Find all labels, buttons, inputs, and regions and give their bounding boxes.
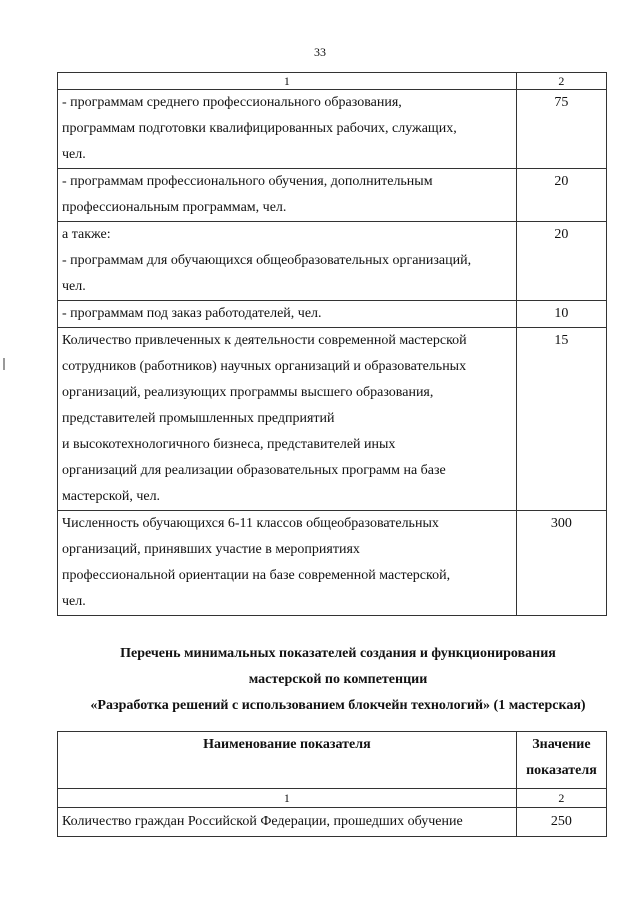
row-label-line: - программам профессионального обучения, дополнительным [62, 174, 433, 189]
column-number-1: 1 [58, 789, 517, 808]
table-header-row [58, 732, 607, 789]
row-label-line: а также: [62, 227, 111, 242]
indicator-value-header [516, 732, 606, 789]
row-label [58, 90, 517, 169]
row-label-line: мастерской, чел. [62, 489, 161, 504]
table-row [58, 301, 607, 328]
table-row [58, 90, 607, 169]
indicator-name-header: Наименование показателя [58, 732, 517, 789]
heading-line: Перечень минимальных показателей создания и функционирования [120, 646, 556, 661]
table-row [58, 169, 607, 222]
row-value: 20 [516, 169, 606, 222]
minimum-indicators-table [57, 731, 607, 837]
column-number-1: 1 [58, 73, 517, 90]
row-label-line: - программам под заказ работодателей, чел. [62, 306, 322, 321]
row-label-line: чел. [62, 594, 86, 609]
header-line: показателя [526, 763, 597, 778]
row-value: 10 [516, 301, 606, 328]
table-row [58, 222, 607, 301]
row-value: 15 [516, 328, 606, 511]
row-value: 20 [516, 222, 606, 301]
row-label-line: - программам среднего профессионального образования, [62, 95, 402, 110]
row-label [58, 301, 517, 328]
row-label: Количество граждан Российской Федерации, прошедших обучение [58, 808, 517, 837]
row-value: 250 [516, 808, 606, 837]
row-label-line: профессиональной ориентации на базе современной мастерской, [62, 568, 451, 583]
row-label [58, 222, 517, 301]
row-label-line: Численность обучающихся 6-11 классов общеобразовательных [62, 516, 439, 531]
section-heading [50, 641, 626, 719]
row-label [58, 169, 517, 222]
row-label-line: чел. [62, 279, 86, 294]
row-label-line: сотрудников (работников) научных организаций и образовательных [62, 359, 467, 374]
table-header-row [58, 73, 607, 90]
header-line: Значение [532, 737, 591, 752]
row-value: 300 [516, 511, 606, 616]
table-row [58, 328, 607, 511]
row-label-line: организаций для реализации образовательных программ на базе [62, 463, 446, 478]
heading-line: «Разработка решений с использованием блокчейн технологий» (1 мастерская) [90, 698, 586, 713]
row-label [58, 511, 517, 616]
column-number-2: 2 [516, 73, 606, 90]
column-number-2: 2 [516, 789, 606, 808]
indicators-table-continued [57, 72, 607, 616]
table-row [58, 511, 607, 616]
row-label-line: - программам для обучающихся общеобразовательных организаций, [62, 253, 472, 268]
row-label-line: представителей промышленных предприятий [62, 411, 335, 426]
margin-mark [3, 358, 5, 370]
table-row [58, 808, 607, 837]
page-number: 33 [314, 45, 326, 59]
row-label-line: профессиональным программам, чел. [62, 200, 287, 215]
column-numbers-row [58, 789, 607, 808]
row-label-line: чел. [62, 147, 86, 162]
row-label-line: организаций, принявших участие в мероприятиях [62, 542, 360, 557]
row-label-line: программам подготовки квалифицированных рабочих, служащих, [62, 121, 457, 136]
heading-line: мастерской по компетенции [248, 672, 428, 687]
row-label-line: и высокотехнологичного бизнеса, представителей иных [62, 437, 396, 452]
row-label [58, 328, 517, 511]
row-label-line: организаций, реализующих программы высшего образования, [62, 385, 434, 400]
row-label-line: Количество привлеченных к деятельности современной мастерской [62, 333, 467, 348]
row-value: 75 [516, 90, 606, 169]
